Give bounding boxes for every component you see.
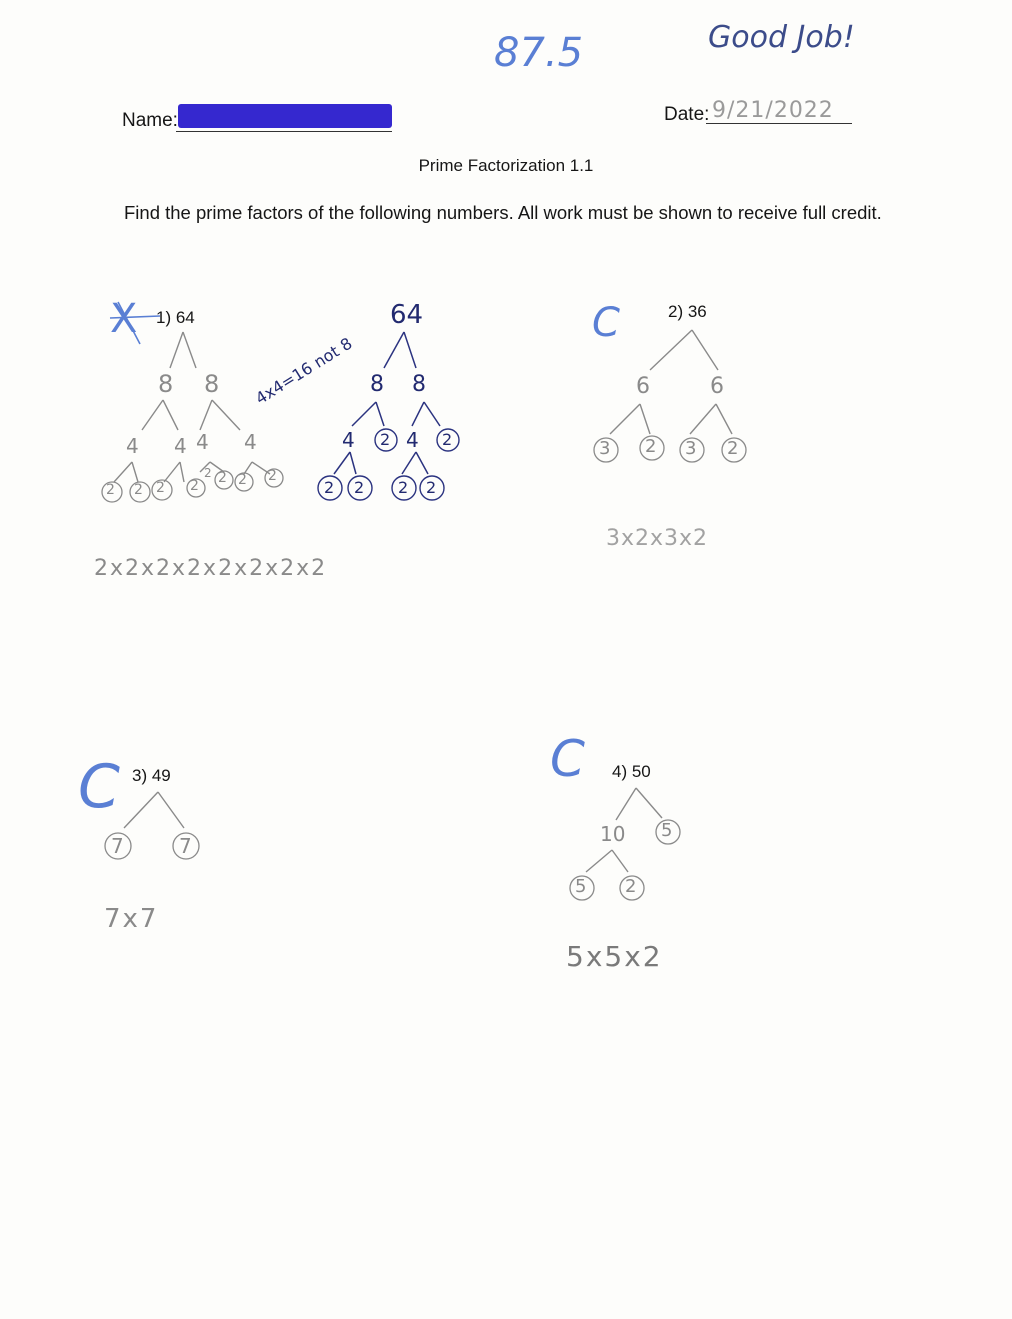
p1-teacher-leaf: 2	[324, 478, 335, 497]
problem-3-answer: 7x7	[104, 904, 159, 934]
teacher-comment: Good Job!	[708, 20, 855, 55]
p1-teacher-level2: 2	[442, 430, 453, 449]
p4-leaf: 5	[575, 876, 587, 897]
p1-teacher-level1: 8	[412, 372, 426, 397]
grade-mark-3: C	[78, 752, 120, 822]
p1-correction-note: 4x4=16 not 8	[252, 333, 356, 409]
p1-teacher-leaf: 2	[398, 478, 409, 497]
p1-teacher-level2: 4	[342, 428, 355, 452]
p3-leaf: 7	[179, 834, 192, 858]
p2-leaf: 3	[685, 438, 697, 459]
p1-leaf: 2	[268, 468, 277, 484]
p1-teacher-root: 64	[390, 300, 424, 330]
problem-1-label: 1) 64	[156, 308, 195, 327]
p1-level2-node: 4	[126, 434, 139, 458]
date-value: 9/21/2022	[712, 98, 834, 123]
p1-teacher-leaf: 2	[426, 478, 437, 497]
p1-level1-node: 8	[204, 370, 220, 398]
p3-leaf: 7	[111, 834, 124, 858]
problem-4-answer: 5x5x2	[566, 940, 663, 973]
grade-mark-2: C	[592, 300, 620, 346]
p2-level1-node: 6	[636, 374, 650, 399]
problem-4-label: 4) 50	[612, 762, 651, 781]
p1-teacher-level1: 8	[370, 372, 384, 397]
p1-teacher-level2: 2	[380, 430, 391, 449]
p1-leaf: 2	[238, 472, 247, 488]
problem-2-answer: 3x2x3x2	[606, 526, 709, 551]
p2-leaf: 2	[727, 438, 739, 459]
worksheet-instructions: Find the prime factors of the following numbers. All work must be shown to receive full credit.	[124, 202, 882, 223]
p4-level1-node: 10	[600, 822, 626, 846]
p1-level2-node: 4	[196, 430, 209, 454]
name-label: Name:	[122, 110, 178, 131]
grade-score: 87.5	[494, 30, 584, 76]
p1-leaf: 2	[218, 470, 227, 486]
p2-leaf: 3	[599, 438, 611, 459]
p1-leaf: 2	[156, 480, 165, 496]
p1-teacher-leaf: 2	[354, 478, 365, 497]
worksheet-title: Prime Factorization 1.1	[418, 156, 594, 175]
p2-level1-node: 6	[710, 374, 724, 399]
grade-mark-1: X	[110, 296, 138, 342]
p1-leaf: 2	[190, 478, 199, 494]
p1-teacher-level2: 4	[406, 428, 419, 452]
p1-leaf: 2	[204, 466, 212, 480]
problem-2-label: 2) 36	[668, 302, 707, 321]
p1-leaf: 2	[134, 482, 143, 498]
problem-3-label: 3) 49	[132, 766, 171, 785]
problem-1-answer: 2x2x2x2x2x2x2x2	[94, 556, 328, 581]
p4-level1-node: 5	[661, 820, 673, 841]
p4-leaf: 2	[625, 876, 637, 897]
p2-leaf: 2	[645, 436, 657, 457]
p1-leaf: 2	[106, 482, 115, 498]
p1-level1-node: 8	[158, 370, 174, 398]
date-label: Date:	[664, 104, 710, 125]
p1-level2-node: 4	[244, 430, 257, 454]
p1-level2-node: 4	[174, 434, 187, 458]
grade-mark-4: C	[550, 730, 585, 788]
